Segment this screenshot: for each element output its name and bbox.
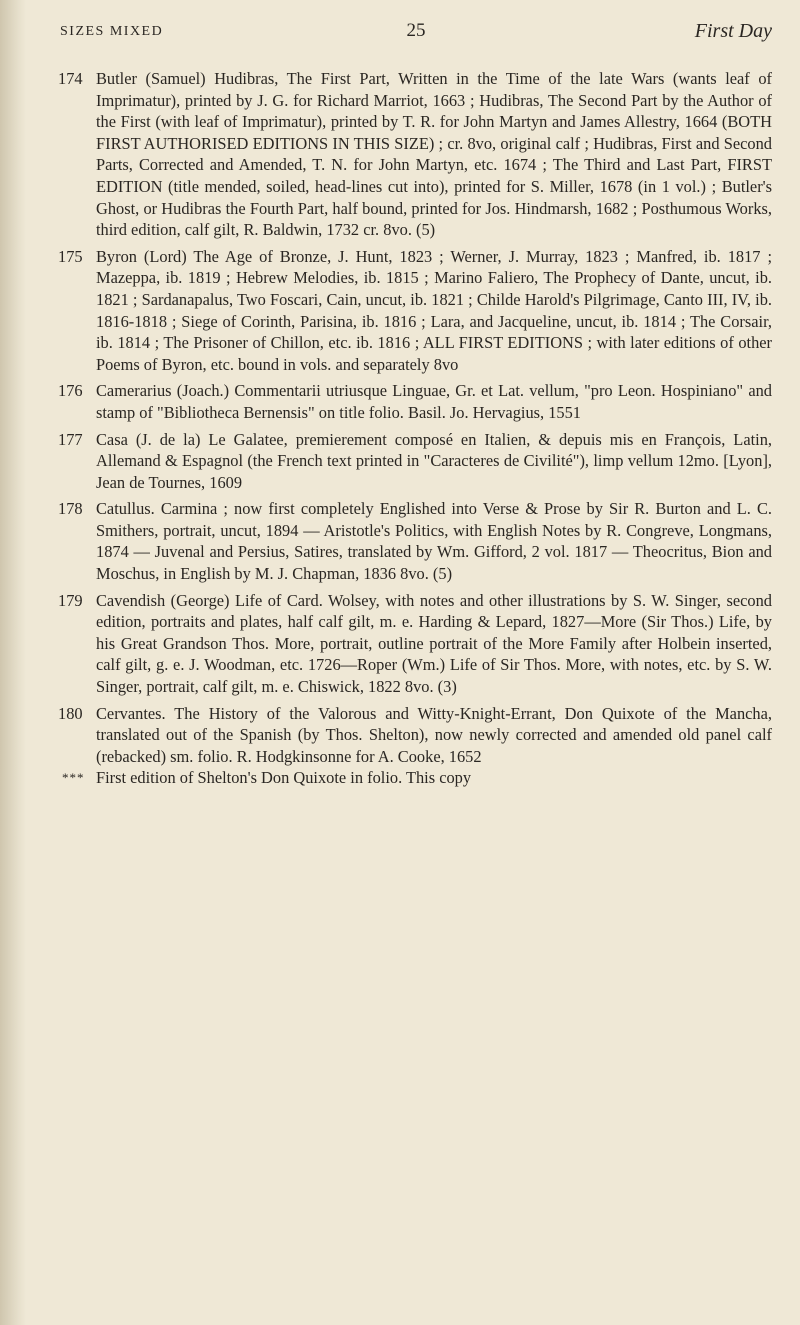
- page-number: 25: [406, 20, 426, 41]
- lot-number: 178: [58, 499, 83, 519]
- footnote: [58, 767, 772, 789]
- lot-number: 177: [58, 429, 83, 449]
- catalogue-entry-179: [58, 590, 772, 698]
- header-section-title: SIZES MIXED: [60, 24, 164, 39]
- catalogue-entry-174: [58, 68, 772, 241]
- catalogue-entries: [58, 68, 772, 789]
- catalogue-entry-177: [58, 429, 772, 494]
- lot-number: 176: [58, 381, 83, 401]
- entry-text: Cervantes. The History of the Valorous and Witty-Knight-Errant, Don Quixote of the Mancha, translated out of the Spanish (by Thos. Shelton), now newly corrected and amended old panel calf (rebacked) sm. folio. R. Hodgkinsonne for A. Cooke, 1652: [96, 703, 772, 766]
- lot-number: 179: [58, 590, 83, 610]
- footnote-text: First edition of Shelton's Don Quixote in folio. This copy: [96, 768, 472, 788]
- header-day-label: First Day: [694, 20, 772, 42]
- catalogue-entry-176: [58, 380, 772, 423]
- running-header: [60, 20, 772, 44]
- catalogue-entry-180: [58, 703, 772, 768]
- catalogue-entry-175: [58, 246, 772, 376]
- lot-number: 175: [58, 246, 83, 266]
- entry-text: Cavendish (George) Life of Card. Wolsey, with notes and other illustrations by S. W. Singer, second edition, portraits and plates, half calf gilt, m. e. Harding & Lepard, 1827—More (Sir Thos.) Life, by his Great Grandson Thos. More, portrait, outline portrait of the More Family after Holbein inserted, calf gilt, g. e. J. Woodman, etc. 1726—Roper (Wm.) Life of Sir Thos. More, with notes, etc. by S. W. Singer, portrait, calf gilt, m. e. Chiswick, 1822 8vo. (3): [96, 590, 772, 697]
- entry-text: Casa (J. de la) Le Galatee, premierement composé en Italien, & depuis mis en François, Latin, Allemand & Espagnol (the French text printed in "Caracteres de Civilité"), limp vellum 12mo. [Lyon], Jean de Tournes, 1609: [96, 429, 772, 492]
- entry-text: Catullus. Carmina ; now first completely Englished into Verse & Prose by Sir R. Burton and L. C. Smithers, portrait, uncut, 1894 — Aristotle's Politics, with English Notes by R. Congreve, Longmans, 1874 — Juvenal and Persius, Satires, translated by Wm. Gifford, 2 vol. 1817 — Theocritus, Bion and Moschus, in English by M. J. Chapman, 1836 8vo. (5): [96, 499, 772, 584]
- entry-text: Camerarius (Joach.) Commentarii utriusque Linguae, Gr. et Lat. vellum, "pro Leon. Hospiniano" and stamp of "Bibliotheca Bernensis" on title folio. Basil. Jo. Hervagius, 1551: [96, 381, 772, 422]
- entry-text: Butler (Samuel) Hudibras, The First Part, Written in the Time of the late Wars (wants leaf of Imprimatur), printed by J. G. for Richard Marriot, 1663 ; Hudibras, The Second Part by the Author of the First (with leaf of Imprimatur), printed by T. R. for John Martyn and James Allestry, 1664 (BOTH FIRST AUTHORISED EDITIONS IN THIS SIZE) ; cr. 8vo, original calf ; Hudibras, First and Second Parts, Corrected and Amended, T. N. for John Martyn, etc. 1674 ; The Third and Last Part, FIRST EDITION (title mended, soiled, head-lines cut into), printed for S. Miller, 1678 (in 1 vol.) ; Butler's Ghost, or Hudibras the Fourth Part, half bound, printed for Jos. Hindmarsh, 1682 ; Posthumous Works, third edition, calf gilt, R. Baldwin, 1732 cr. 8vo. (5): [96, 69, 772, 240]
- asterism-mark: ***: [62, 770, 85, 786]
- page-gutter-shade: [0, 0, 26, 1325]
- lot-number: 180: [58, 703, 83, 723]
- catalogue-entry-178: [58, 498, 772, 584]
- entry-text: Byron (Lord) The Age of Bronze, J. Hunt, 1823 ; Werner, J. Murray, 1823 ; Manfred, ib. 1817 ; Mazeppa, ib. 1819 ; Hebrew Melodies, ib. 1815 ; Marino Faliero, The Prophecy of Dante, uncut, ib. 1821 ; Sardanapalus, Two Foscari, Cain, uncut, ib. 1821 ; Childe Harold's Pilgrimage, Canto III, IV, ib. 1816-1818 ; Siege of Corinth, Parisina, ib. 1816 ; Lara, and Jacqueline, uncut, ib. 1814 ; The Corsair, ib. 1814 ; The Prisoner of Chillon, etc. ib. 1816 ; ALL FIRST EDITIONS ; with later editions of other Poems of Byron, etc. bound in vols. and separately 8vo: [96, 246, 772, 374]
- lot-number: 174: [58, 69, 83, 88]
